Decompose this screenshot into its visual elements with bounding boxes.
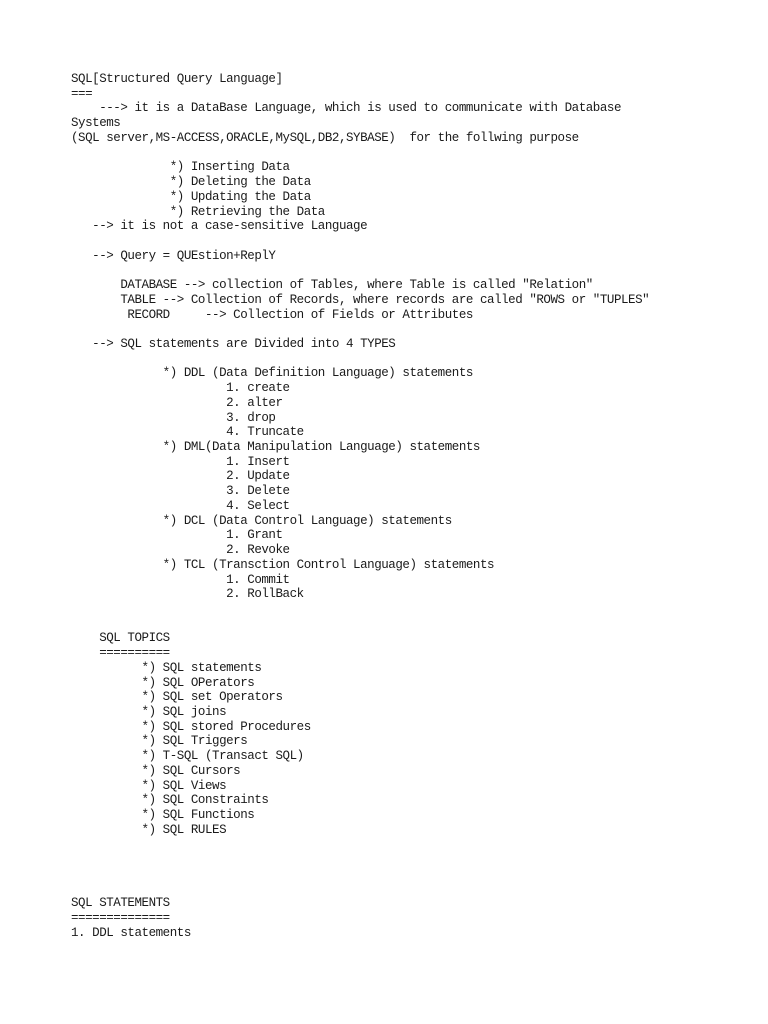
document-line: ==========	[71, 646, 170, 661]
document-line: Systems	[71, 116, 121, 131]
document-line: 4. Truncate	[71, 425, 304, 440]
document-line: *) Deleting the Data	[71, 175, 311, 189]
document-line: 3. Delete	[71, 484, 290, 499]
document-line: 1. Commit	[71, 572, 290, 587]
document-line: 2. Update	[71, 469, 290, 484]
document-line: SQL TOPICS	[71, 631, 170, 646]
document-line: 3. drop	[71, 410, 276, 425]
document-line: ===	[71, 86, 93, 101]
document-line: 2. RollBack	[71, 587, 304, 602]
document-line: *) SQL stored Procedures	[71, 719, 311, 734]
document-line: --> Query = QUEstion+ReplY	[71, 248, 276, 263]
document-line: *) DML(Data Manipulation Language) statements	[71, 440, 480, 454]
document-line: *) SQL set Operators	[71, 690, 283, 705]
document-line: *) SQL Functions	[71, 808, 255, 822]
document-line: *) TCL (Transction Control Language) statements	[71, 557, 495, 572]
document-line: *) SQL Triggers	[71, 734, 248, 749]
document-line: SQL STATEMENTS	[71, 896, 170, 911]
document-line: *) DDL (Data Definition Language) statements	[71, 366, 473, 381]
document-line: TABLE --> Collection of Records, where records are called "ROWS or "TUPLES"	[71, 292, 650, 307]
document-line: --> SQL statements are Divided into 4 TYPES	[71, 337, 396, 351]
document-line: 1. Grant	[71, 528, 283, 543]
document-line: 1. DDL statements	[71, 925, 191, 940]
document-line: *) T-SQL (Transact SQL)	[71, 749, 304, 764]
document-line: 2. Revoke	[71, 543, 290, 557]
document-line: 1. Insert	[71, 454, 290, 469]
document-line: *) SQL joins	[71, 705, 227, 719]
document-line: DATABASE --> collection of Tables, where Table is called "Relation"	[71, 278, 593, 293]
document-line: 1. create	[71, 381, 290, 396]
document-line: --> it is not a case-sensitive Language	[71, 219, 368, 234]
document-line: *) SQL Cursors	[71, 763, 241, 778]
document-line: ---> it is a DataBase Language, which is used to communicate with Database	[71, 101, 621, 116]
document-line: (SQL server,MS-ACCESS,ORACLE,MySQL,DB2,SYBASE) for the follwing purpose	[71, 130, 579, 145]
document-line: *) SQL OPerators	[71, 675, 255, 690]
document-line: *) SQL Views	[71, 778, 227, 793]
document-line: *) DCL (Data Control Language) statements	[71, 513, 452, 528]
document-line: SQL[Structured Query Language]	[71, 72, 283, 86]
document-line: ==============	[71, 911, 170, 925]
document-line: 4. Select	[71, 498, 290, 513]
document-line: RECORD --> Collection of Fields or Attributes	[71, 307, 473, 322]
document-line: *) SQL statements	[71, 660, 262, 675]
document-line: *) SQL RULES	[71, 822, 227, 837]
document-line: *) Retrieving the Data	[71, 204, 325, 219]
document-line: *) SQL Constraints	[71, 793, 269, 808]
document-line: 2. alter	[71, 395, 283, 410]
document-line: *) Updating the Data	[71, 189, 311, 204]
document-line: *) Inserting Data	[71, 160, 290, 175]
